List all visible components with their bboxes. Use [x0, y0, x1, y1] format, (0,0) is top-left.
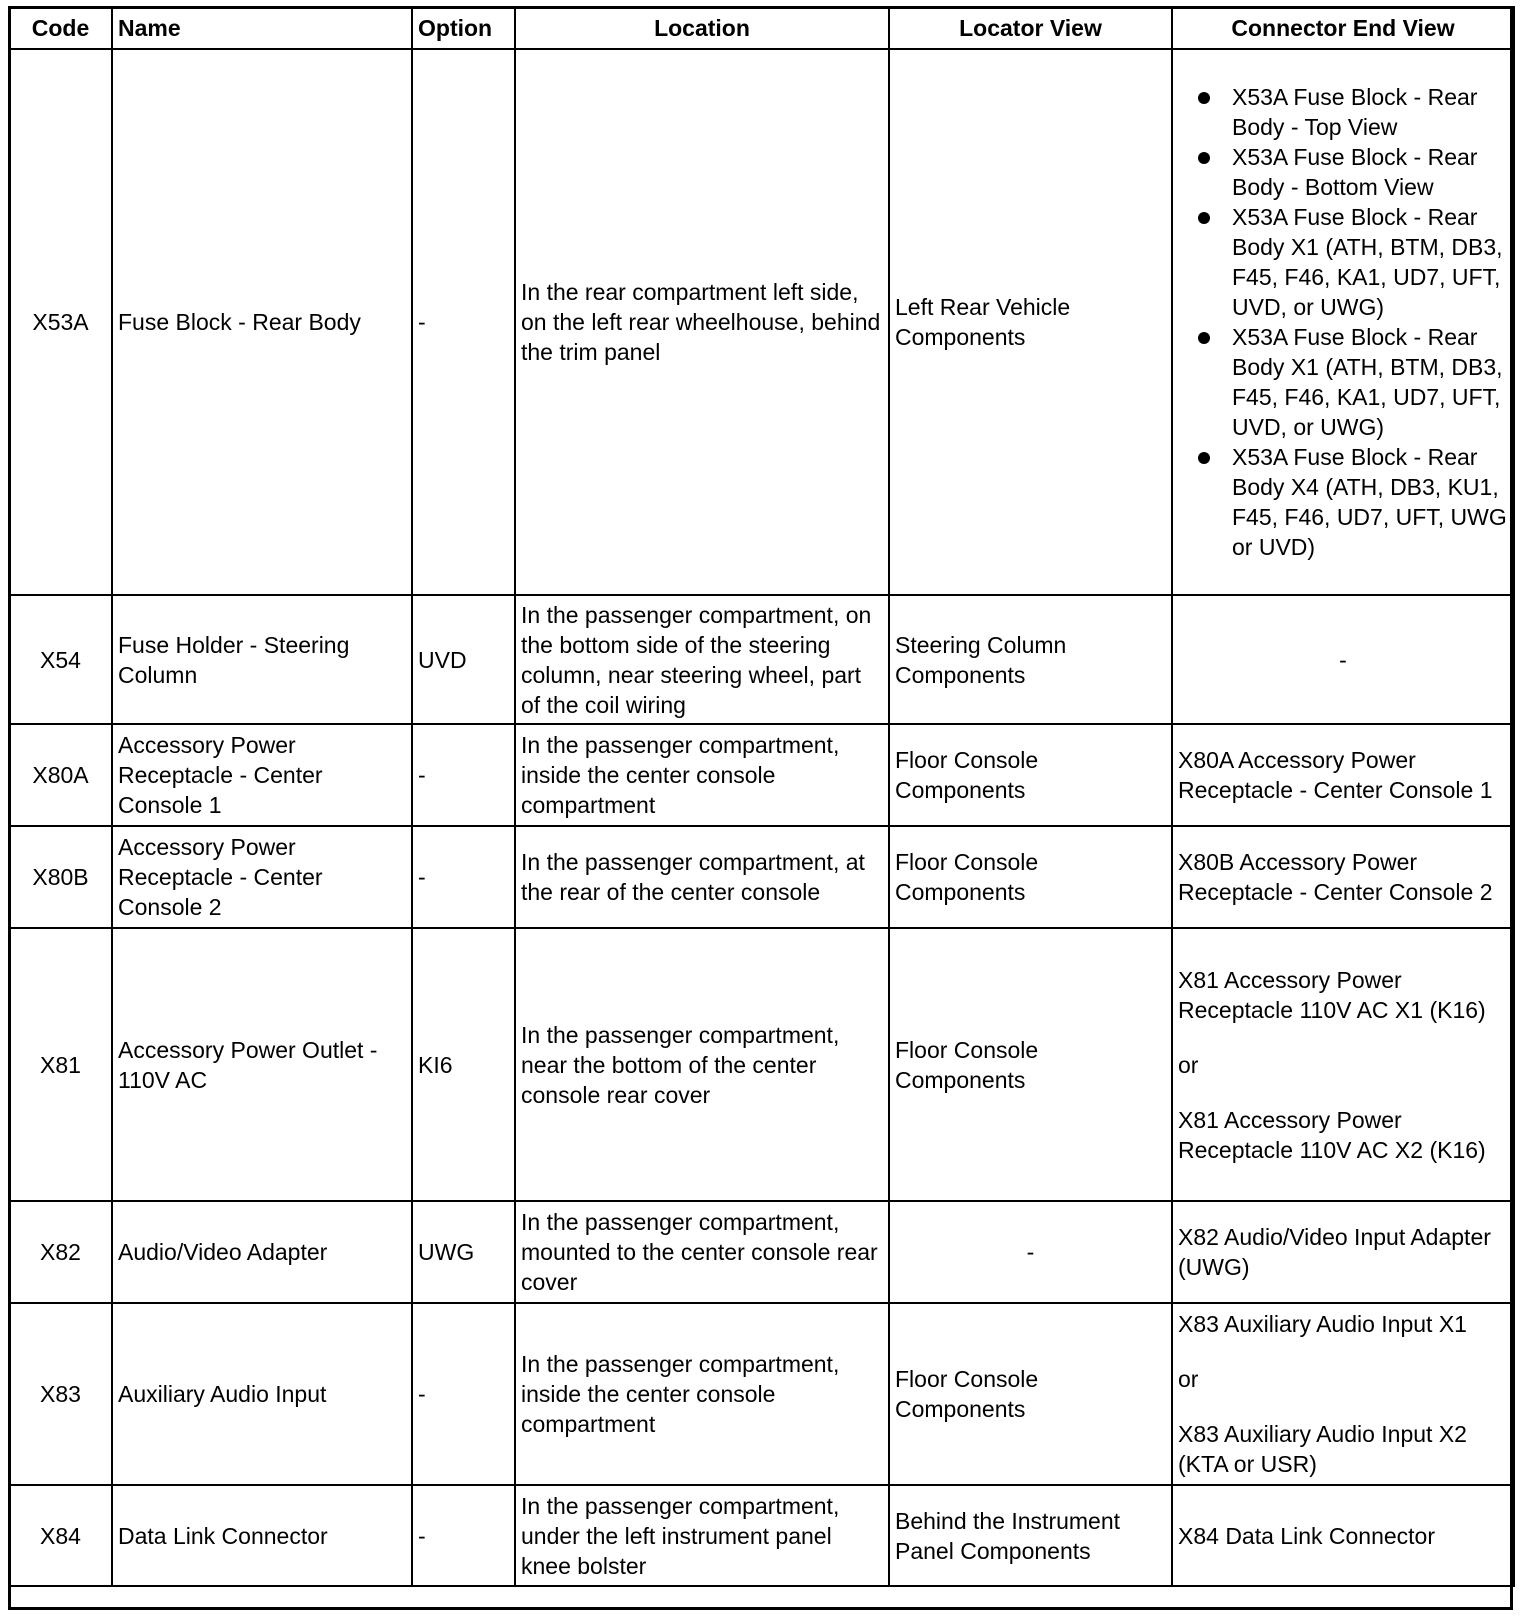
table-row [9, 928, 1514, 1201]
cell-name: Accessory Power Receptacle - Center Console 2 [112, 826, 412, 928]
cell-code: X81 [9, 928, 112, 1201]
end-view-item: X53A Fuse Block - Rear Body - Bottom View [1232, 142, 1508, 202]
cell-location: In the passenger compartment, on the bottom side of the steering column, near steering wheel, part of the coil wiring [515, 595, 889, 724]
end-view-or: or [1178, 1051, 1199, 1078]
cell-location: In the rear compartment left side, on the left rear wheelhouse, behind the trim panel [515, 49, 889, 595]
end-view-item: X53A Fuse Block - Rear Body X1 (ATH, BTM, DB3, F45, F46, KA1, UD7, UFT, UVD, or UWG) [1232, 202, 1508, 322]
connector-table [8, 6, 1515, 1587]
header-location: Location [515, 7, 889, 49]
header-name: Name [112, 7, 412, 49]
cell-locator-view: Left Rear Vehicle Components [889, 49, 1172, 595]
end-view-list [1178, 82, 1508, 562]
cell-location: In the passenger compartment, near the bottom of the center console rear cover [515, 928, 889, 1201]
cell-location: In the passenger compartment, inside the center console compartment [515, 1303, 889, 1485]
cell-option: UVD [412, 595, 515, 724]
cell-code: X84 [9, 1485, 112, 1586]
cell-option: - [412, 1303, 515, 1485]
cell-locator-view: Floor Console Components [889, 1303, 1172, 1485]
cell-option: KI6 [412, 928, 515, 1201]
header-connector-end-view: Connector End View [1172, 7, 1514, 49]
end-view-option-b: X83 Auxiliary Audio Input X2 (KTA or USR) [1178, 1421, 1467, 1477]
cell-locator-view: Floor Console Components [889, 724, 1172, 826]
cell-code: X83 [9, 1303, 112, 1485]
end-view-option-a: X81 Accessory Power Receptacle 110V AC X1 (K16) [1178, 966, 1486, 1023]
table-row [9, 724, 1514, 826]
end-view-item: X53A Fuse Block - Rear Body X4 (ATH, DB3, KU1, F45, F46, UD7, UFT, UWG or UVD) [1232, 444, 1507, 560]
cell-name: Auxiliary Audio Input [112, 1303, 412, 1485]
end-view-option-b: X81 Accessory Power Receptacle 110V AC X2 (K16) [1178, 1106, 1486, 1163]
cell-location: In the passenger compartment, mounted to the center console rear cover [515, 1201, 889, 1303]
cell-code: X80A [9, 724, 112, 826]
cell-name: Audio/Video Adapter [112, 1201, 412, 1303]
table-row [9, 1201, 1514, 1303]
table-row [9, 1485, 1514, 1586]
table-row [9, 49, 1514, 595]
end-view-or: or [1178, 1366, 1199, 1392]
cell-name: Fuse Block - Rear Body [112, 49, 412, 595]
cell-option: - [412, 724, 515, 826]
cell-connector-end-view [1172, 928, 1514, 1201]
cell-connector-end-view [1172, 1303, 1514, 1485]
cell-option: - [412, 1485, 515, 1586]
table-row [9, 1303, 1514, 1485]
cell-connector-end-view: X82 Audio/Video Input Adapter (UWG) [1172, 1201, 1514, 1303]
cell-locator-view: Steering Column Components [889, 595, 1172, 724]
table-row [9, 826, 1514, 928]
table-row [9, 595, 1514, 724]
header-option: Option [412, 7, 515, 49]
header-locator-view: Locator View [889, 7, 1172, 49]
connector-table-wrapper [8, 6, 1515, 1587]
cell-location: In the passenger compartment, inside the center console compartment [515, 724, 889, 826]
cell-code: X82 [9, 1201, 112, 1303]
cell-option: UWG [412, 1201, 515, 1303]
cell-connector-end-view: X84 Data Link Connector [1172, 1485, 1514, 1586]
cell-name: Accessory Power Receptacle - Center Console 1 [112, 724, 412, 826]
cell-locator-view: Floor Console Components [889, 928, 1172, 1201]
cell-name: Data Link Connector [112, 1485, 412, 1586]
cell-locator-view: - [889, 1201, 1172, 1303]
cell-option: - [412, 826, 515, 928]
cell-code: X80B [9, 826, 112, 928]
header-code: Code [9, 7, 112, 49]
end-view-item: X53A Fuse Block - Rear Body X1 (ATH, BTM, DB3, F45, F46, KA1, UD7, UFT, UVD, or UWG) [1232, 322, 1508, 442]
cell-locator-view: Behind the Instrument Panel Components [889, 1485, 1172, 1586]
cell-connector-end-view: X80B Accessory Power Receptacle - Center Console 2 [1172, 826, 1514, 928]
cell-locator-view: Floor Console Components [889, 826, 1172, 928]
cell-location: In the passenger compartment, under the left instrument panel knee bolster [515, 1485, 889, 1586]
cell-code: X54 [9, 595, 112, 724]
cell-option: - [412, 49, 515, 595]
end-view-option-a: X83 Auxiliary Audio Input X1 [1178, 1311, 1467, 1337]
cell-code: X53A [9, 49, 112, 595]
cell-connector-end-view: X80A Accessory Power Receptacle - Center Console 1 [1172, 724, 1514, 826]
cell-name: Accessory Power Outlet - 110V AC [112, 928, 412, 1201]
cell-connector-end-view: - [1172, 595, 1514, 724]
header-row [9, 7, 1514, 49]
end-view-item: X53A Fuse Block - Rear Body - Top View [1232, 82, 1508, 142]
cell-name: Fuse Holder - Steering Column [112, 595, 412, 724]
cell-connector-end-view [1172, 49, 1514, 595]
cell-location: In the passenger compartment, at the rear of the center console [515, 826, 889, 928]
